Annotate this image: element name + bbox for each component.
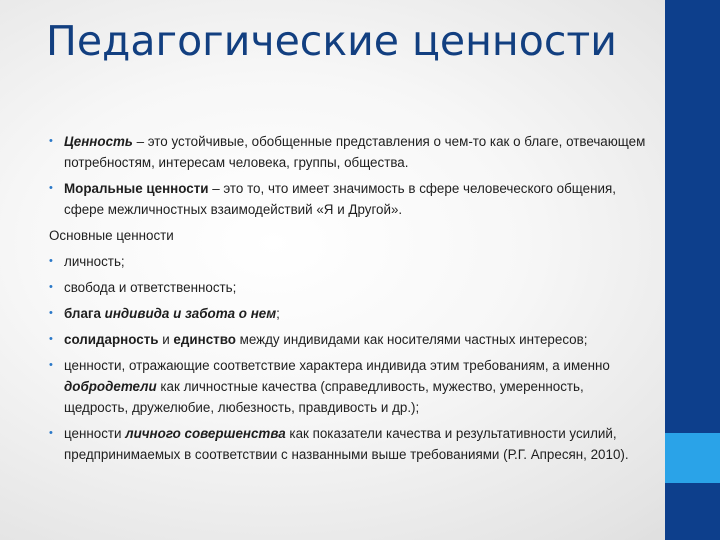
bullet-icon: •	[49, 281, 53, 293]
list-item-goods	[46, 303, 646, 324]
bullet-list	[46, 131, 646, 470]
bullet-icon: •	[49, 135, 53, 147]
list-item-solidarity	[46, 329, 646, 350]
bullet-icon: •	[49, 359, 53, 371]
bold-text: единство	[173, 332, 236, 347]
item-text: между индивидами как носителями частных интересов;	[235, 332, 588, 347]
bold-text: солидарность	[64, 332, 159, 347]
sidebar-accent-block	[665, 433, 720, 483]
item-text: как личностные качества (справедливость, мужество, умеренность, щедрость, дружелюбие, любезность, правдивость и др.);	[64, 379, 584, 415]
item-text: ценности	[64, 426, 126, 441]
bullet-icon: •	[49, 182, 53, 194]
list-item-moral-values	[46, 178, 646, 220]
list-item-perfection	[46, 423, 646, 465]
item-text: как показатели качества и результативности усилий, предпринимаемых в соответствии с названными выше требованиями (Р.Г. Апресян, 2010).	[64, 426, 629, 462]
definition-text: – это устойчивые, обобщенные представления о чем-то как о благе, отвечающем потребностям, интересам человека, группы, общества.	[64, 134, 646, 170]
item-text: свобода и ответственность;	[64, 280, 237, 295]
item-text: ;	[276, 306, 280, 321]
list-item-personality	[46, 251, 646, 272]
definition-text: – это то, что имеет значимость в сфере человеческого общения, сфере межличностных взаимодействий «Я и Другой».	[64, 181, 616, 217]
item-text: личность;	[64, 254, 125, 269]
slide-title: Педагогические ценности	[46, 17, 617, 65]
bold-text: блага	[64, 306, 105, 321]
bullet-icon: •	[49, 307, 53, 319]
bullet-icon: •	[49, 427, 53, 439]
bullet-icon: •	[49, 333, 53, 345]
term-value: Ценность	[64, 134, 133, 149]
item-text: ценности, отражающие соответствие характера индивида этим требованиям, а именно	[64, 358, 610, 373]
list-subheading	[46, 225, 646, 246]
bold-italic-text: индивида и забота о нем	[104, 306, 277, 321]
list-item-value-definition	[46, 131, 646, 173]
item-text: и	[158, 332, 174, 347]
term-moral-values: Моральные ценности	[64, 181, 209, 196]
bullet-icon: •	[49, 255, 53, 267]
list-item-virtues	[46, 355, 646, 418]
bold-italic-text: личного совершенства	[125, 426, 286, 441]
bold-italic-text: добродетели	[64, 379, 157, 394]
subheading-text: Основные ценности	[49, 228, 174, 243]
list-item-freedom	[46, 277, 646, 298]
